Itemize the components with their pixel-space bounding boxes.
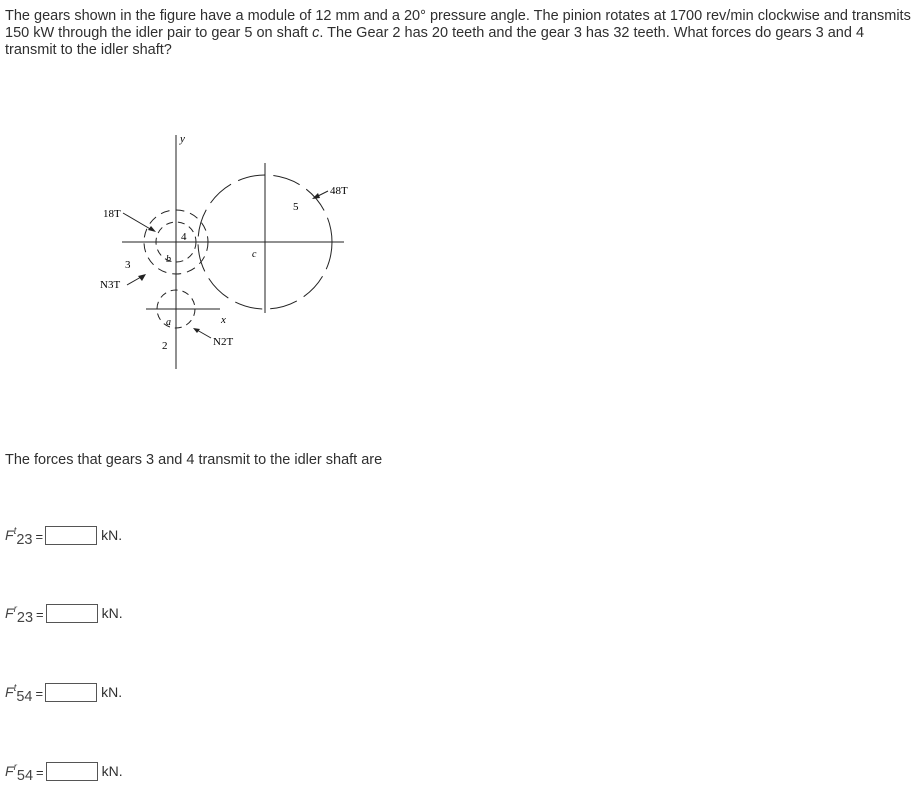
center-a-label: a xyxy=(166,317,171,328)
question-part-2: . The Gear 2 has 20 teeth and the gear 3 has 32 teeth. What forces do gears 3 and 4 transmit to the idler shaft? xyxy=(5,25,865,58)
x-axis-label: x xyxy=(221,314,226,326)
subprompt-text: The forces that gears 3 and 4 transmit to the idler shaft are xyxy=(5,452,383,468)
gear-2-teeth-label: N2T xyxy=(213,336,234,348)
unit-label: kN. xyxy=(101,763,123,779)
gear-train-figure xyxy=(90,125,360,375)
fr54-input[interactable] xyxy=(46,762,98,781)
unit-label: kN. xyxy=(101,605,123,621)
leader-N2T xyxy=(197,330,211,338)
ft23-input[interactable] xyxy=(45,526,97,545)
gear-3-label: 3 xyxy=(125,259,131,271)
answer-row-fr23 xyxy=(5,601,123,625)
gear-3-teeth-label: N3T xyxy=(100,279,121,291)
gear-2-label: 2 xyxy=(162,340,168,352)
gear-4-teeth-label: 18T xyxy=(103,208,121,220)
equals-sign: = xyxy=(36,606,44,622)
answer-row-ft54 xyxy=(5,680,122,704)
unit-label: kN. xyxy=(101,527,123,543)
leader-18T xyxy=(123,213,152,230)
ft54-input[interactable] xyxy=(45,683,97,702)
equals-sign: = xyxy=(35,528,44,544)
gear-4-label: 4 xyxy=(181,231,187,243)
question-part-1: The gears shown in the figure have a module of 12 mm and a 20° pressure angle. The pinion rotates at 1700 rev/min clockwise and transmits 150 kW through the idler pair to gear 5 on shaft xyxy=(5,8,911,41)
variable-label: F $^r$ 23 xyxy=(5,603,34,626)
y-axis-label: y xyxy=(180,133,185,145)
leader-N3T xyxy=(127,277,141,285)
unit-label: kN. xyxy=(101,684,123,700)
gear-train-diagram xyxy=(90,125,360,375)
answer-row-fr54 xyxy=(5,759,123,783)
variable-label: F $^t$ 54 xyxy=(5,682,33,705)
answer-row-ft23 xyxy=(5,523,122,547)
variable-label: F $^r$ 54 xyxy=(5,761,34,784)
gear-5-label: 5 xyxy=(293,201,299,213)
fr23-input[interactable] xyxy=(46,604,98,623)
variable-label: F $^t$ 23 xyxy=(5,525,33,548)
center-b-label: b xyxy=(166,254,171,265)
question-text xyxy=(5,8,917,59)
question-shaft-letter: c xyxy=(312,25,320,41)
center-c-label: c xyxy=(252,249,257,260)
gear-5-teeth-label: 48T xyxy=(330,185,348,197)
equals-sign: = xyxy=(35,685,44,701)
equals-sign: = xyxy=(36,764,44,780)
